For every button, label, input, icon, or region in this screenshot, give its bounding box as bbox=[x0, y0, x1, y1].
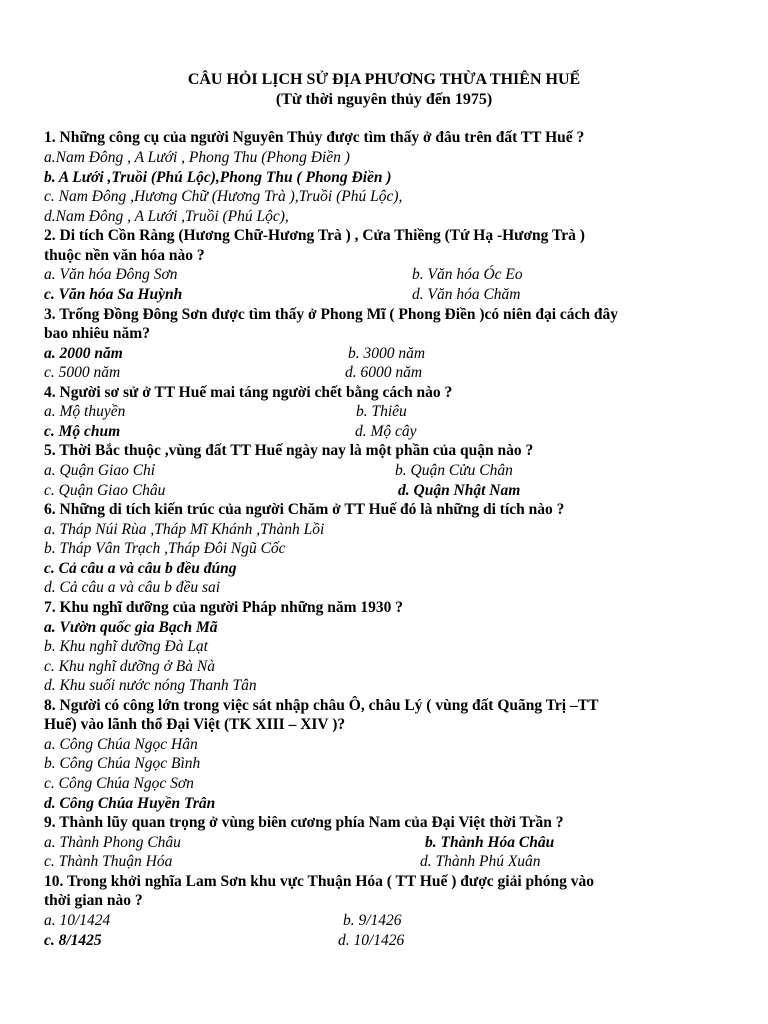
question-1-text: 1. Những công cụ của người Nguyên Thủy được tìm thấy ở đâu trên đất TT Huế ? bbox=[44, 129, 585, 146]
question-5-option-b: b. Quận Cửu Chân bbox=[395, 462, 513, 479]
question-8-option-d: d. Công Chúa Huyền Trân bbox=[44, 795, 216, 812]
question-1-option-c: c. Nam Đông ,Hương Chữ (Hương Trà ),Truồi (Phú Lộc), bbox=[44, 188, 403, 205]
question-10-option-c: c. 8/1425 bbox=[44, 932, 102, 949]
question-7-option-c: c. Khu nghĩ dưỡng ở Bà Nà bbox=[44, 658, 215, 675]
question-2-option-c: c. Văn hóa Sa Huỳnh bbox=[44, 286, 183, 303]
question-2-option-b: b. Văn hóa Óc Eo bbox=[412, 266, 523, 283]
question-8-option-c: c. Công Chúa Ngọc Sơn bbox=[44, 775, 194, 792]
question-1-option-d: d.Nam Đông , A Lưới ,Truồi (Phú Lộc), bbox=[44, 208, 289, 225]
question-8-text-line-2: Huế) vào lãnh thổ Đại Việt (TK XIII – XIV )? bbox=[44, 716, 346, 733]
question-9-option-b: b. Thành Hóa Châu bbox=[425, 834, 555, 851]
question-6-text: 6. Những di tích kiến trúc của người Chăm ở TT Huế đó là những di tích nào ? bbox=[44, 501, 565, 518]
question-8-option-b: b. Công Chúa Ngọc Bình bbox=[44, 755, 201, 772]
question-7-option-d: d. Khu suối nước nóng Thanh Tân bbox=[44, 677, 257, 694]
question-2-text-line-1: 2. Di tích Cồn Ràng (Hương Chữ-Hương Trà ) , Cửa Thiềng (Tứ Hạ -Hương Trà ) bbox=[44, 227, 585, 244]
question-9-text: 9. Thành lũy quan trọng ở vùng biên cương phía Nam của Đại Việt thời Trần ? bbox=[44, 814, 564, 831]
question-8-text-line-1: 8. Người có công lớn trong việc sát nhập châu Ô, châu Lý ( vùng đất Quãng Trị –TT bbox=[44, 697, 599, 714]
question-5-option-d: d. Quận Nhật Nam bbox=[398, 482, 521, 499]
question-5-text: 5. Thời Bắc thuộc ,vùng đất TT Huế ngày nay là một phần của quận nào ? bbox=[44, 442, 534, 459]
question-9-option-c: c. Thành Thuận Hóa bbox=[44, 853, 173, 870]
question-3-option-c: c. 5000 năm bbox=[44, 364, 121, 381]
question-2-option-a: a. Văn hóa Đông Sơn bbox=[44, 266, 178, 283]
question-7-option-b: b. Khu nghĩ dưỡng Đà Lạt bbox=[44, 638, 208, 655]
question-6-option-c: c. Cả câu a và câu b đều đúng bbox=[44, 560, 237, 577]
question-10-option-b: b. 9/1426 bbox=[343, 912, 402, 929]
question-10-text-line-1: 10. Trong khởi nghĩa Lam Sơn khu vực Thuận Hóa ( TT Huế ) được giải phóng vào bbox=[44, 873, 595, 890]
question-5-option-a: a. Quận Giao Chỉ bbox=[44, 462, 156, 479]
question-3-text-line-1: 3. Trống Đồng Đông Sơn được tìm thấy ở Phong Mĩ ( Phong Điền )có niên đại cách đây bbox=[44, 306, 619, 323]
question-6-option-b: b. Tháp Vân Trạch ,Tháp Đôi Ngũ Cốc bbox=[44, 540, 286, 557]
question-3-option-d: d. 6000 năm bbox=[345, 364, 423, 381]
question-1-option-b: b. A Lưới ,Truồi (Phú Lộc),Phong Thu ( Phong Điền ) bbox=[44, 169, 392, 186]
question-5-option-c: c. Quận Giao Châu bbox=[44, 482, 166, 499]
question-2-text-line-2: thuộc nền văn hóa nào ? bbox=[44, 247, 205, 264]
question-7-text: 7. Khu nghĩ dưỡng của người Pháp những năm 1930 ? bbox=[44, 599, 404, 616]
question-10-option-d: d. 10/1426 bbox=[338, 932, 405, 949]
question-6-option-d: d. Cả câu a và câu b đều sai bbox=[44, 579, 221, 596]
question-4-text: 4. Người sơ sử ở TT Huế mai táng người chết bằng cách nào ? bbox=[44, 384, 453, 401]
question-2-option-d: d. Văn hóa Chăm bbox=[412, 286, 521, 303]
question-4-option-b: b. Thiêu bbox=[356, 403, 407, 420]
question-4-option-c: c. Mộ chum bbox=[44, 423, 121, 440]
question-3-option-b: b. 3000 năm bbox=[348, 345, 426, 362]
question-10-text-line-2: thời gian nào ? bbox=[44, 892, 143, 909]
document-subtitle: (Từ thời nguyên thủy đến 1975) bbox=[275, 91, 493, 108]
document-title: CÂU HỎI LỊCH SỬ ĐỊA PHƯƠNG THỪA THIÊN HUẾ bbox=[187, 71, 581, 88]
question-3-text-line-2: bao nhiêu năm? bbox=[44, 325, 150, 342]
question-4-option-a: a. Mộ thuyền bbox=[44, 403, 126, 420]
question-10-option-a: a. 10/1424 bbox=[44, 912, 111, 929]
question-1-option-a: a.Nam Đông , A Lưới , Phong Thu (Phong Điền ) bbox=[44, 149, 350, 166]
question-7-option-a: a. Vườn quốc gia Bạch Mã bbox=[44, 619, 218, 636]
question-9-option-d: d. Thành Phú Xuân bbox=[420, 853, 541, 870]
question-9-option-a: a. Thành Phong Châu bbox=[44, 834, 181, 851]
question-8-option-a: a. Công Chúa Ngọc Hân bbox=[44, 736, 198, 753]
question-6-option-a: a. Tháp Núi Rùa ,Tháp Mĩ Khánh ,Thành Lồi bbox=[44, 521, 325, 538]
question-4-option-d: d. Mộ cây bbox=[355, 423, 417, 440]
question-3-option-a: a. 2000 năm bbox=[44, 345, 123, 362]
